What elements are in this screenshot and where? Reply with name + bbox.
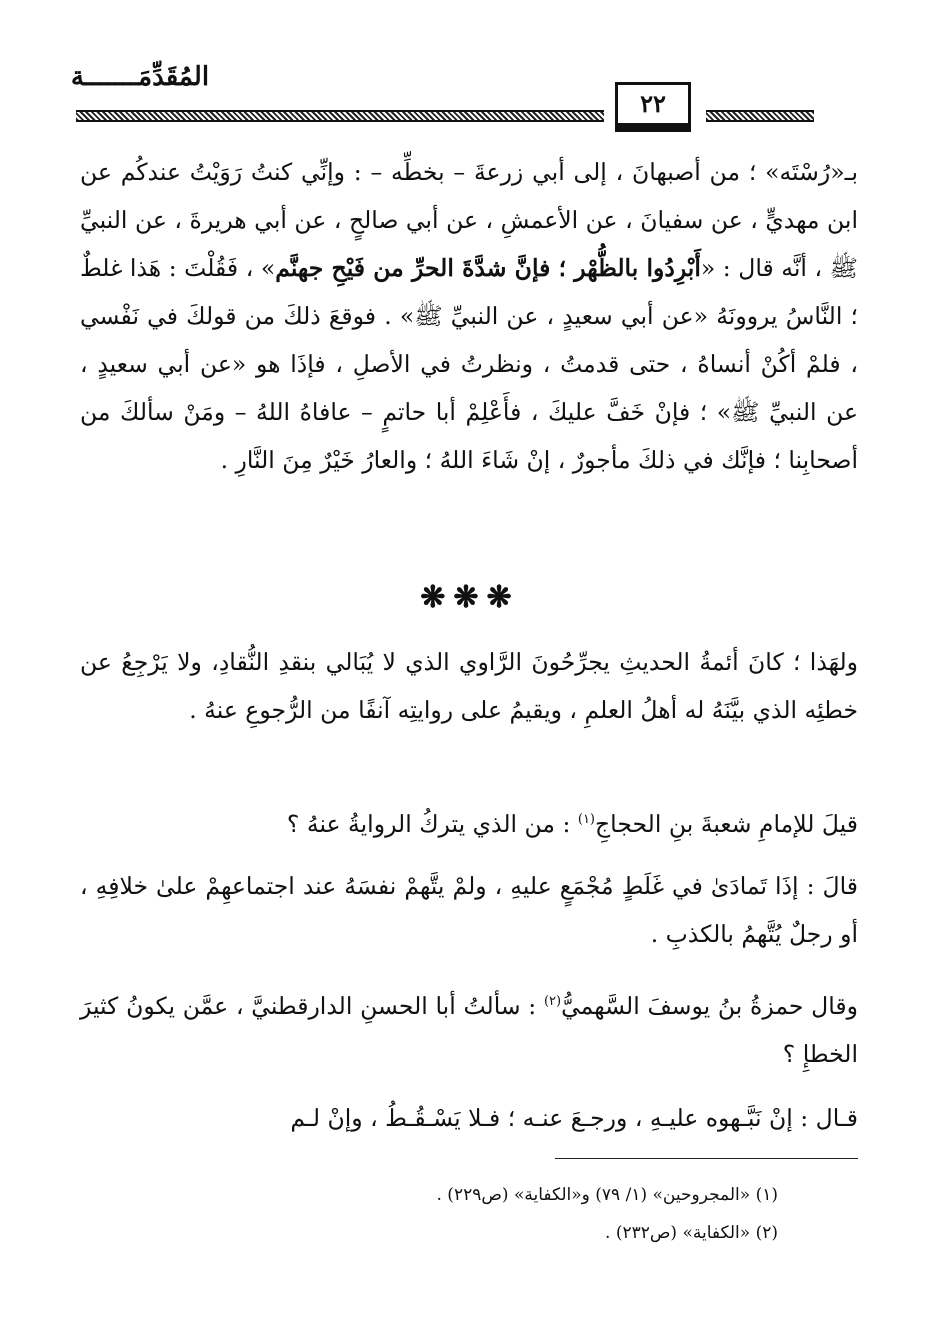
running-header-title: المُقَدِّمَـــــــة	[70, 62, 210, 92]
footnote-1: (١) «المجروحين» (١/ ٧٩) و«الكفاية» (ص٢٢٩) .	[436, 1185, 778, 1205]
shuba-text: قيلَ للإمامِ شعبةَ بنِ الحجاجِ	[595, 809, 858, 838]
header-rule-left	[76, 110, 604, 122]
paragraph-letter	[80, 148, 858, 484]
footnote-2: (٢) «الكفاية» (ص٢٣٢) .	[605, 1223, 778, 1243]
section-separator: ❋❋❋	[420, 580, 520, 615]
shuba-question: : من الذي يتركُ الروايةُ عنهُ ؟	[286, 809, 578, 838]
header-rule-right	[706, 110, 814, 122]
footnote-separator	[555, 1158, 858, 1159]
footnote-ref-2[interactable]: (٢)	[543, 994, 562, 1009]
paragraph-imams: ولهَذا ؛ كانَ أئمةُ الحديثِ يجرِّحُونَ الرَّاوي الذي لا يُبَالي بنقدِ النُّقادِ، ولا يَرْجِعُ عن خطئِه الذي بيَّنَهُ له أهلُ العلمِ ، ويقيمُ على روايتِه آنفًا من الرُّجوعِ عنهُ .	[80, 648, 858, 724]
page-number: ٢٢	[615, 82, 691, 126]
letter-text-end: » ، فَقُلْتَ : هَذا غلطٌ ؛ النَّاسُ يروونَهُ «عن أبي سعيدٍ ، عن النبيِّ ﷺ» . فوقعَ ذلكَ من قولكَ في نَفْسي ، فلمْ أكُنْ أنساهُ ، حتى قدمتُ ، ونظرتُ في الأصلِ ، فإذَا هو «عن أبي سعيدٍ ، عن النبيِّ ﷺ» ؛ فإنْ خَفَّ عليكَ ، فأَعْلِمْ أبا حاتمٍ – عافاهُ اللهُ – ومَنْ سألكَ من أصحابِنا ؛ فإنَّك في ذلكَ مأجورٌ ، إنْ شَاءَ اللهُ ؛ والعارُ خَيْرٌ مِنَ النَّارِ .	[80, 254, 858, 474]
hamza-text: وقال حمزةُ بنُ يوسفَ السَّهميُّ	[561, 991, 858, 1020]
hadith-quote: أَبْرِدُوا بالظُّهْر ؛ فإنَّ شدَّةَ الحرِّ من فَيْحِ جهنَّم	[275, 254, 701, 282]
letter-text-start: بـ«رُسْتَه» ؛ من أصبهانَ ، إلى أبي زرعةَ – بخطِّه – : وإنِّي كنتُ رَوَيْتُ عندكُم عن ابن مهديٍّ ، عن سفيانَ ، عن الأعمشِ ، عن أبي صالحٍ ، عن أبي هريرةَ ، عن النبيِّ ﷺ ، أنَّه قال : «	[80, 158, 858, 282]
hamza-question: : سألتُ أبا الحسنِ الدارقطنيَّ ، عمَّن يكونُ كثيرَ الخطإِ ؟	[80, 991, 858, 1068]
paragraph-daraqutni-answer: قـال : إنْ نَبَّـهوه عليـهِ ، ورجـعَ عنـه ؛ فـلا يَسْـقُـطُ ، وإنْ لـم	[290, 1104, 858, 1132]
paragraph-hamza	[80, 978, 858, 1078]
footnote-ref-1[interactable]: (١)	[577, 812, 595, 827]
paragraph-shuba	[80, 796, 858, 848]
paragraph-shuba-answer: قالَ : إذَا تَمادَىٰ في غَلَطٍ مُجْمَعٍ عليهِ ، ولمْ يتَّهمْ نفسَهُ عند اجتماعهِمْ علىٰ خلافِهِ ، أو رجلٌ يُتَّهمُ بالكذبِ .	[80, 872, 858, 948]
